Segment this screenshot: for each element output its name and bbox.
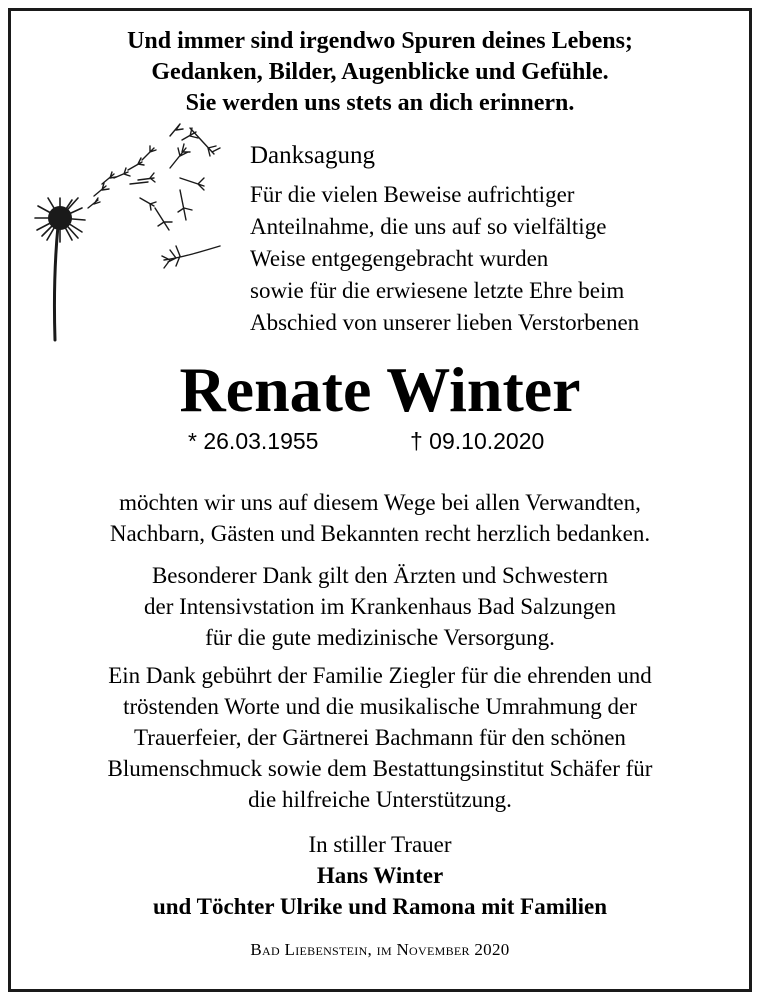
life-dates [0,428,760,458]
paragraph-line: die hilfreiche Unterstützung. [248,787,512,812]
signature-family: und Töchter Ulrike und Ramona mit Familien [152,894,608,919]
danksagung-line: Abschied von unserer lieben Verstorbenen [250,310,640,335]
paragraph-line: möchten wir uns auf diesem Wege bei allen Verwandten, [119,490,641,515]
birth-date: * 26.03.1955 [188,428,319,454]
signature-block [0,829,760,922]
further-thanks-paragraph [0,660,760,815]
danksagung-block [250,140,740,339]
danksagung-line: Weise entgegengebracht wurden [250,246,549,271]
danksagung-line: sowie für die erwiesene letzte Ehre beim [250,278,625,303]
death-date: † 09.10.2020 [410,428,545,454]
paragraph-line: Trauerfeier, der Gärtnerei Bachmann für den schönen [134,725,626,750]
danksagung-line: Anteilnahme, die uns auf so vielfältige [250,214,607,239]
signature-intro: In stiller Trauer [308,832,452,857]
motto-verse [0,26,760,119]
danksagung-line: Für die vielen Beweise aufrichtiger [250,182,575,207]
place-date: Bad Liebenstein, im November 2020 [250,940,510,959]
paragraph-line: für die gute medizinische Versorgung. [205,625,555,650]
paragraph-line: Nachbarn, Gästen und Bekannten recht herzlich bedanken. [109,521,651,546]
dandelion-icon [30,118,240,348]
deceased-name: Renate Winter [179,354,581,425]
paragraph-line: tröstenden Worte und die musikalische Umrahmung der [123,694,637,719]
signature-name: Hans Winter [316,863,444,888]
thanks-paragraph [0,487,760,549]
special-thanks-paragraph [0,560,760,653]
paragraph-line: Besonderer Dank gilt den Ärzten und Schwestern [151,563,609,588]
paragraph-line: der Intensivstation im Krankenhaus Bad Salzungen [143,594,617,619]
paragraph-line: Blumenschmuck sowie dem Bestattungsinstitut Schäfer für [107,756,653,781]
danksagung-title: Danksagung [250,142,375,169]
paragraph-line: Ein Dank gebührt der Familie Ziegler für die ehrenden und [108,663,652,688]
motto-line: Sie werden uns stets an dich erinnern. [185,90,575,116]
motto-line: Gedanken, Bilder, Augenblicke und Gefühle. [151,59,609,85]
motto-line: Und immer sind irgendwo Spuren deines Lebens; [127,28,633,54]
